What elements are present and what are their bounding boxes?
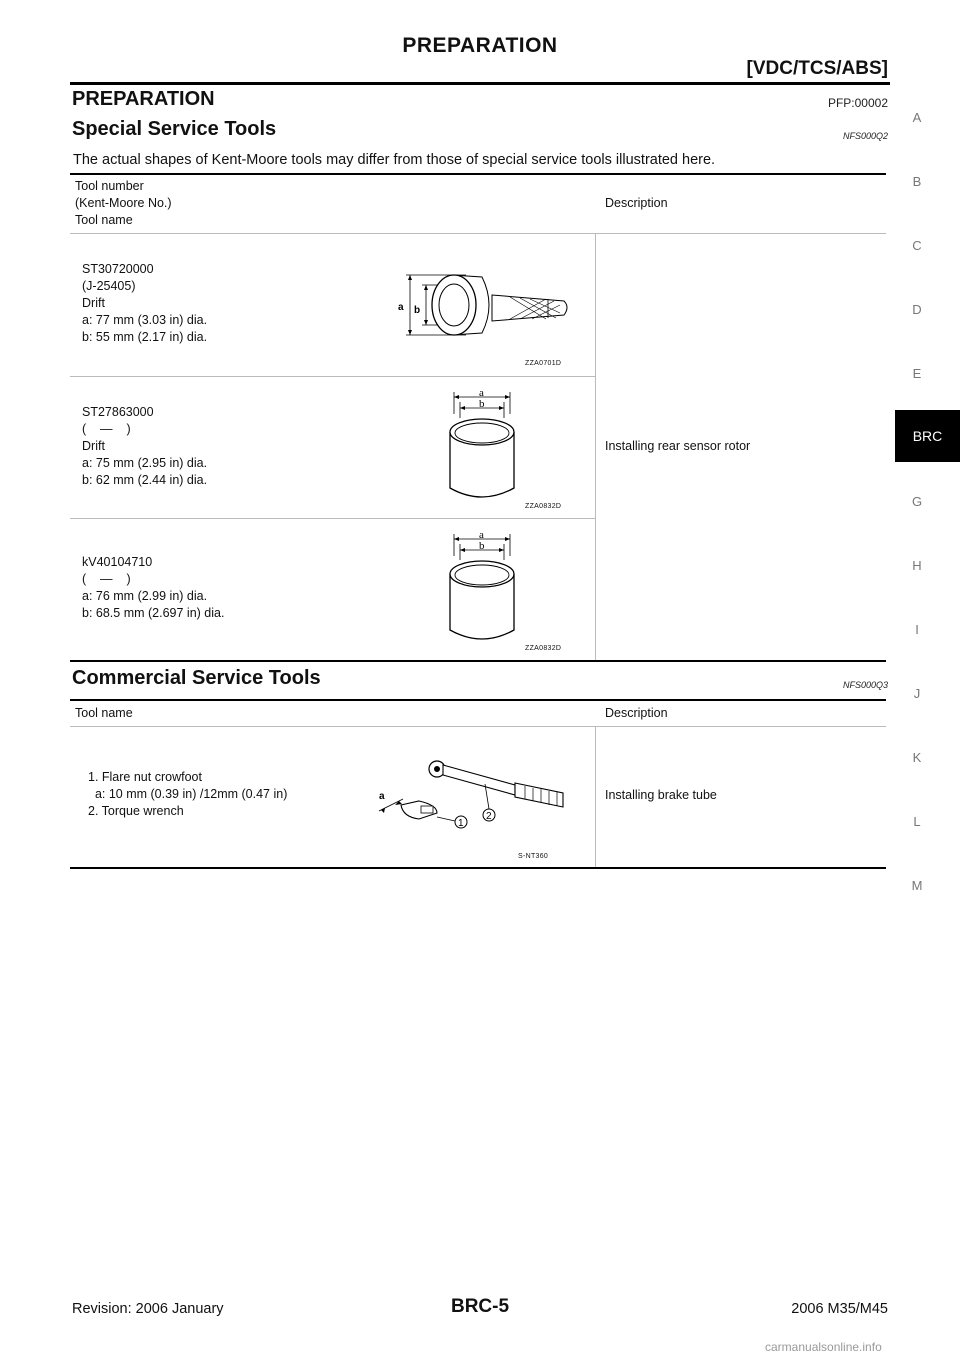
tool-info: ST27863000 ( — ) Drift a: 75 mm (2.95 in) dia. b: 62 mm (2.44 in) dia. — [82, 405, 208, 487]
side-index-letter[interactable]: I — [915, 622, 919, 637]
page-header-subtitle: [VDC/TCS/ABS] — [746, 58, 888, 79]
figure-code: ZZA0832D — [525, 503, 562, 510]
callout-1: 1 — [458, 818, 464, 829]
page-header-title: PREPARATION — [402, 34, 558, 57]
figure-code: ZZA0832D — [525, 645, 562, 652]
side-index-letter[interactable]: A — [912, 110, 922, 125]
drift-illustration — [370, 263, 580, 343]
table-bottom-rule — [70, 660, 886, 662]
dimension-label-b: b — [479, 540, 485, 552]
special-tools-intro: The actual shapes of Kent-Moore tools may differ from those of special service tools illustrated here. — [73, 152, 716, 168]
table-top-rule — [70, 699, 886, 701]
tool-info: 1. Flare nut crowfoot a: 10 mm (0.39 in) /12mm (0.47 in) 2. Torque wrench — [88, 770, 288, 818]
side-index-letter[interactable]: K — [912, 750, 922, 765]
special-tools-table — [70, 173, 886, 663]
side-index-letter[interactable]: H — [912, 558, 922, 573]
callout-2: 2 — [486, 811, 492, 822]
commercial-tools-title: Commercial Service Tools — [72, 667, 321, 689]
commercial-tools-table — [70, 699, 886, 871]
special-tools-code: NFS000Q2 — [842, 131, 888, 141]
tool-info: kV40104710 ( — ) a: 76 mm (2.99 in) dia. b: 68.5 mm (2.697 in) dia. — [82, 555, 225, 620]
dimension-label-b: b — [414, 305, 421, 316]
section-title: PREPARATION — [72, 88, 215, 110]
column-divider — [595, 233, 596, 661]
dimension-label-a: a — [479, 388, 484, 399]
special-tools-title: Special Service Tools — [72, 118, 277, 140]
description-cell: Installing brake tube — [605, 788, 717, 802]
table-row — [70, 727, 886, 867]
table-header-tool: Tool name — [75, 706, 133, 720]
table-header-tool: Tool number (Kent-Moore No.) Tool name — [75, 179, 172, 227]
side-index-letter[interactable]: J — [913, 686, 921, 701]
table-header-description: Description — [605, 706, 668, 720]
table-bottom-rule — [70, 867, 886, 869]
table-top-rule — [70, 173, 886, 175]
dimension-label-a: a — [479, 530, 484, 541]
watermark: carmanualsonline.info — [765, 1340, 882, 1354]
dimension-label-b: b — [479, 398, 485, 410]
figure-code: S-NT360 — [518, 853, 549, 860]
torque-wrench-illustration — [375, 755, 575, 835]
side-index-letter[interactable]: M — [911, 878, 923, 893]
table-row — [70, 376, 595, 518]
table-row — [70, 233, 595, 376]
tool-info: ST30720000 (J-25405) Drift a: 77 mm (3.03 in) dia. b: 55 mm (2.17 in) dia. — [82, 262, 208, 344]
side-index-letter[interactable]: C — [912, 238, 922, 253]
table-row — [70, 518, 595, 660]
dimension-label-a: a — [398, 302, 404, 313]
side-index-letter[interactable]: G — [911, 494, 923, 509]
side-index-active-tab[interactable]: BRC — [895, 410, 960, 462]
side-index-letter[interactable]: B — [912, 174, 922, 189]
figure-code: ZZA0701D — [525, 360, 562, 367]
drift-illustration — [442, 388, 542, 506]
side-index-letter[interactable]: D — [912, 302, 922, 317]
footer-revision: Revision: 2006 January — [72, 1301, 224, 1317]
footer-model: 2006 M35/M45 — [791, 1301, 888, 1317]
table-header-description: Description — [605, 196, 668, 210]
side-index-letter[interactable]: L — [913, 814, 921, 829]
side-index-letter[interactable]: E — [912, 366, 922, 381]
section-code: PFP:00002 — [827, 96, 888, 110]
header-rule — [70, 82, 890, 85]
description-cell: Installing rear sensor rotor — [605, 439, 751, 453]
commercial-tools-code: NFS000Q3 — [842, 680, 888, 690]
dimension-label-a: a — [379, 791, 385, 802]
footer-page-number: BRC-5 — [450, 1296, 510, 1317]
drift-illustration — [442, 530, 542, 648]
